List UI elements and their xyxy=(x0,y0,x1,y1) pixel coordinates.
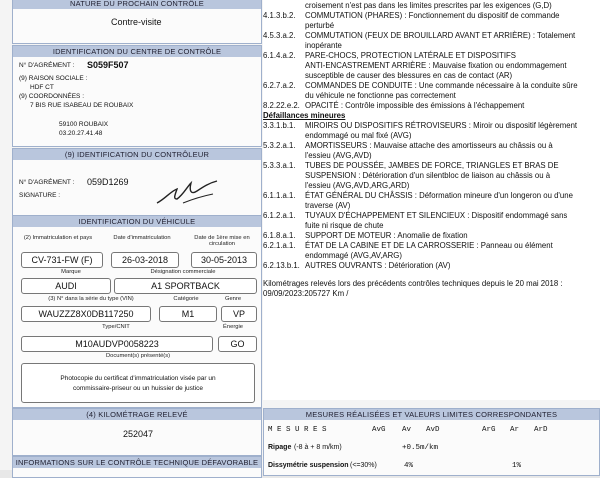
field-immatriculation: CV-731-FW (F) xyxy=(21,252,103,268)
defect-text: COMMUTATION (FEUX DE BROUILLARD AVANT ET ARRIÈRE) : Totalement xyxy=(305,31,576,40)
defect-code: 6.2.13.b.1. xyxy=(263,261,300,270)
mesures-header: MESURES RÉALISÉES ET VALEURS LIMITES CORRESPONDANTES xyxy=(264,409,599,420)
field-designation: A1 SPORTBACK xyxy=(114,278,257,294)
vehicule-header: IDENTIFICATION DU VÉHICULE xyxy=(13,216,261,227)
defect-code: 4.5.3.a.2. xyxy=(263,31,296,40)
defect-code: 6.1.8.a.1. xyxy=(263,231,296,240)
defect-text: AUTRES OUVRANTS : Détérioration (AV) xyxy=(305,261,451,270)
controleur-signature-label: SIGNATURE : xyxy=(19,192,61,199)
defect-code: 6.1.1.a.1. xyxy=(263,191,296,200)
field-type: M10AUDVP0058223 xyxy=(21,336,213,352)
defect-code: 6.2.1.a.1. xyxy=(263,241,296,250)
field-date-immat: 26-03-2018 xyxy=(111,252,179,268)
mesures-panel xyxy=(263,408,600,476)
defect-code: 6.2.7.a.2. xyxy=(263,81,296,90)
km-history-line1: Kilométrages relevés lors des précédents contrôles techniques depuis le 20 mai 2018 : xyxy=(263,279,563,288)
field-marque: AUDI xyxy=(21,278,111,294)
documents-line1: Photocopie du certificat d'immatriculation visée par un xyxy=(60,375,216,382)
defect-text: ÉTAT DE LA CABINE ET DE LA CARROSSERIE : Panneau ou élément xyxy=(305,241,553,250)
centre-agrement-value: S059F507 xyxy=(87,60,129,70)
defect-text: endommagé ou mal fixé (AVG) xyxy=(305,131,412,140)
kilometrage-header: (4) KILOMÉTRAGE RELEVÉ xyxy=(13,409,261,420)
col-ard: ArD xyxy=(534,426,548,434)
col-avd: AvD xyxy=(426,426,440,434)
field-categorie: M1 xyxy=(159,306,217,322)
defect-text: susceptible de causer des blessures en cas de contact (AR) xyxy=(305,71,513,80)
defect-code: 3.3.1.b.1. xyxy=(263,121,296,130)
centre-phone: 03.20.27.41.48 xyxy=(59,130,103,137)
label-type: Type/CNIT xyxy=(102,324,130,330)
next-control-panel xyxy=(12,0,262,44)
ripage-limits: (-8 à + 8 m/km) xyxy=(294,444,342,451)
centre-panel xyxy=(12,45,262,147)
defect-text: COMMUTATION (PHARES) : Fonctionnement du dispositif de commande xyxy=(305,11,560,20)
kilometrage-panel xyxy=(12,408,262,456)
controleur-header: (9) IDENTIFICATION DU CONTRÔLEUR xyxy=(13,149,261,160)
defect-text: l'essieu (AVG,AVD,ARG,ARD) xyxy=(305,181,410,190)
label-immatriculation: (2) Immatriculation et pays xyxy=(23,235,93,241)
mesures-col-title: M E S U R E S xyxy=(268,426,327,434)
vehicule-panel xyxy=(12,215,262,408)
defect-text: PARE-CHOCS, PROTECTION LATÉRALE ET DISPOSITIFS xyxy=(305,51,516,60)
next-control-value: Contre-visite xyxy=(111,17,162,27)
field-energie: GO xyxy=(218,336,257,352)
controleur-agrement-value: 059D1269 xyxy=(87,177,129,187)
label-designation: Désignation commerciale xyxy=(150,269,216,275)
defect-text: ANTI-ENCASTREMENT ARRIÈRE : Mauvaise fixation ou endommagement xyxy=(305,61,567,70)
defect-text: ÉTAT GÉNÉRAL DU CHÂSSIS : Déformation mineure d'un longeron ou d'une xyxy=(305,191,573,200)
defect-text: AMORTISSEURS : Mauvaise attache des amortisseurs au châssis ou à xyxy=(305,141,553,150)
col-ar: Ar xyxy=(510,426,520,434)
label-marque: Marque xyxy=(61,269,81,275)
col-av: Av xyxy=(402,426,412,434)
ripage-value: +0.5m/km xyxy=(402,444,439,452)
centre-address-line1: 7 BIS RUE ISABEAU DE ROUBAIX xyxy=(30,102,134,109)
next-control-header: NATURE DU PROCHAIN CONTRÔLE xyxy=(13,0,261,9)
centre-raison-label: (9) RAISON SOCIALE : xyxy=(19,75,88,82)
defect-text: endommagé (AVG,AV,ARG) xyxy=(305,251,402,260)
defect-text: du véhicule ne fonctionne pas correctement xyxy=(305,91,456,100)
controleur-panel xyxy=(12,148,262,216)
infos-defavorable-panel xyxy=(12,456,262,478)
centre-header: IDENTIFICATION DU CENTRE DE CONTRÔLE xyxy=(13,46,261,57)
defect-text: OPACITÉ : Contrôle impossible des émissions à l'échappement xyxy=(305,101,525,110)
signature-image xyxy=(153,169,223,209)
dissymetrie-av: 4% xyxy=(404,462,414,470)
defect-text: MIROIRS OU DISPOSITIFS RÉTROVISEURS : Miroir ou dispositif légèrement xyxy=(305,121,578,130)
defauts-list xyxy=(263,0,600,400)
defect-text: inopérante xyxy=(305,41,342,50)
centre-address-line2: 59100 ROUBAIX xyxy=(59,121,109,128)
defect-code: 5.3.3.a.1. xyxy=(263,161,296,170)
dissymetrie-limits: (<=30%) xyxy=(350,462,377,469)
defect-code: 4.1.3.b.2. xyxy=(263,11,296,20)
defect-text: fuite ni risque de chute xyxy=(305,221,384,230)
dissymetrie-ar: 1% xyxy=(512,462,522,470)
defect-text: SUPPORT DE MOTEUR : Anomalie de fixation xyxy=(305,231,468,240)
defect-text: SUSPENSION : Détérioration d'un silentbloc de liaison au châssis ou à xyxy=(305,171,551,180)
kilometrage-value: 252047 xyxy=(123,429,154,439)
documents-box xyxy=(21,363,255,403)
defect-code: 5.3.2.a.1. xyxy=(263,141,296,150)
defect-text: COMMANDES DE CONDUITE : Une commande nécessaire à la conduite sûre xyxy=(305,81,578,90)
centre-raison-value: HDF CT xyxy=(30,84,54,91)
col-arg: ArG xyxy=(482,426,496,434)
field-vin: WAUZZZ8X0DB117250 xyxy=(21,306,151,322)
mineures-title: Défaillances mineures xyxy=(263,111,346,120)
documents-line2: commissaire-priseur ou un huissier de justice xyxy=(72,385,204,392)
defect-code: 6.1.2.a.1. xyxy=(263,211,296,220)
defect-text: TUBES DE POUSSÉE, JAMBES DE FORCE, TRIANGLES ET BRAS DE xyxy=(305,161,559,170)
defect-text: croisement n'est pas dans les limites prescrites par les exigences (G,D) xyxy=(305,1,552,10)
defect-text: perturbé xyxy=(305,21,335,30)
defect-code: 8.2.22.e.2. xyxy=(263,101,300,110)
centre-coord-label: (9) COORDONNÉES : xyxy=(19,93,85,100)
ripage-label: Ripage xyxy=(268,444,292,451)
controleur-agrement-label: N° D'AGRÉMENT : xyxy=(19,179,75,186)
centre-agrement-label: N° D'AGRÉMENT : xyxy=(19,62,75,69)
field-date-circulation: 30-05-2013 xyxy=(191,252,257,268)
label-documents: Document(s) présenté(s) xyxy=(105,353,171,359)
label-vin: (3) N° dans la série du type (VIN) xyxy=(48,296,134,302)
label-energie: Énergie xyxy=(223,324,243,330)
col-avg: AvG xyxy=(372,426,386,434)
dissymetrie-label: Dissymétrie suspension xyxy=(268,462,349,469)
defect-code: 6.1.4.a.2. xyxy=(263,51,296,60)
label-date-immat: Date d'immatriculation xyxy=(113,235,171,241)
defect-text: TUYAUX D'ÉCHAPPEMENT ET SILENCIEUX : Dispositif endommagé sans xyxy=(305,211,568,220)
label-categorie: Catégorie xyxy=(173,296,199,302)
defect-text: traverse (AV) xyxy=(305,201,351,210)
label-genre: Genre xyxy=(224,296,242,302)
label-date-circulation: Date de 1ère mise en circulation xyxy=(194,235,250,247)
infos-defavorable-header: INFORMATIONS SUR LE CONTRÔLE TECHNIQUE DÉFAVORABLE xyxy=(13,457,261,468)
km-history-line2: 09/09/2023:205727 Km / xyxy=(263,289,349,298)
defect-text: l'essieu (AVG,AVD) xyxy=(305,151,372,160)
field-genre: VP xyxy=(221,306,257,322)
